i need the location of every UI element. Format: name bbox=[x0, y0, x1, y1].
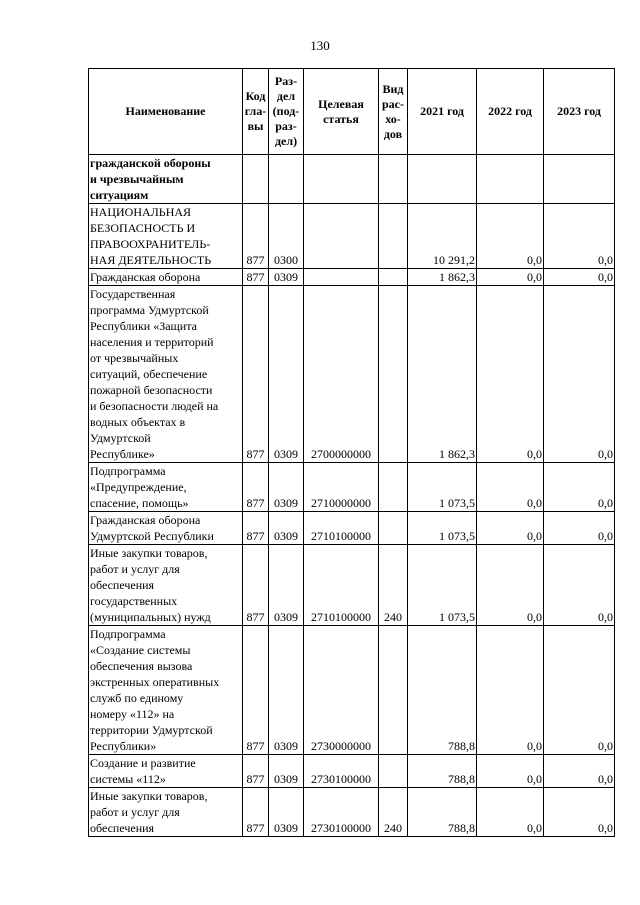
table-row bbox=[89, 788, 615, 837]
cell-expense-type bbox=[379, 269, 408, 286]
cell-expense-type: 240 bbox=[379, 545, 408, 626]
cell-2023: 0,0 bbox=[544, 512, 615, 545]
cell-section: 0309 bbox=[269, 788, 304, 837]
table-row bbox=[89, 269, 615, 286]
cell-chapter: 877 bbox=[243, 545, 269, 626]
cell-section: 0309 bbox=[269, 269, 304, 286]
cell-target: 2730100000 bbox=[304, 788, 379, 837]
cell-2021: 788,8 bbox=[408, 755, 477, 788]
header-2022: 2022 год bbox=[477, 69, 544, 155]
cell-2022: 0,0 bbox=[477, 626, 544, 755]
cell-section: 0309 bbox=[269, 626, 304, 755]
cell-2023: 0,0 bbox=[544, 269, 615, 286]
header-2023: 2023 год bbox=[544, 69, 615, 155]
cell-chapter: 877 bbox=[243, 788, 269, 837]
cell-chapter: 877 bbox=[243, 269, 269, 286]
page-number: 130 bbox=[310, 38, 330, 53]
cell-target bbox=[304, 155, 379, 204]
cell-2021 bbox=[408, 155, 477, 204]
cell-2023: 0,0 bbox=[544, 788, 615, 837]
cell-expense-type: 240 bbox=[379, 788, 408, 837]
cell-2023: 0,0 bbox=[544, 463, 615, 512]
cell-2022: 0,0 bbox=[477, 286, 544, 463]
cell-section: 0309 bbox=[269, 755, 304, 788]
cell-section: 0309 bbox=[269, 545, 304, 626]
cell-chapter: 877 bbox=[243, 463, 269, 512]
cell-2023 bbox=[544, 155, 615, 204]
cell-name: Иные закупки товаров, работ и услуг для обеспечения bbox=[89, 788, 243, 837]
cell-expense-type bbox=[379, 463, 408, 512]
cell-name: Подпрограмма «Предупреждение, спасение, помощь» bbox=[89, 463, 243, 512]
header-chapter: Код гла- вы bbox=[243, 69, 269, 155]
cell-2021: 788,8 bbox=[408, 788, 477, 837]
cell-section bbox=[269, 155, 304, 204]
cell-2021: 1 862,3 bbox=[408, 269, 477, 286]
cell-chapter bbox=[243, 155, 269, 204]
cell-expense-type bbox=[379, 155, 408, 204]
cell-target: 2730100000 bbox=[304, 755, 379, 788]
header-target: Целевая статья bbox=[304, 69, 379, 155]
table-row bbox=[89, 286, 615, 463]
cell-target bbox=[304, 204, 379, 269]
cell-2021: 1 073,5 bbox=[408, 512, 477, 545]
cell-2022: 0,0 bbox=[477, 512, 544, 545]
cell-name: Создание и развитие системы «112» bbox=[89, 755, 243, 788]
budget-table bbox=[88, 68, 615, 837]
table-row bbox=[89, 155, 615, 204]
cell-2023: 0,0 bbox=[544, 286, 615, 463]
cell-2022: 0,0 bbox=[477, 545, 544, 626]
table-row bbox=[89, 463, 615, 512]
header-expense-type: Вид рас- хо- дов bbox=[379, 69, 408, 155]
table-row bbox=[89, 755, 615, 788]
cell-2022: 0,0 bbox=[477, 269, 544, 286]
table-row bbox=[89, 512, 615, 545]
cell-name: Иные закупки товаров, работ и услуг для обеспечения государственных (муниципальных) нужд bbox=[89, 545, 243, 626]
cell-2021: 1 862,3 bbox=[408, 286, 477, 463]
cell-expense-type bbox=[379, 512, 408, 545]
cell-section: 0309 bbox=[269, 512, 304, 545]
cell-name: Гражданская оборона Удмуртской Республики bbox=[89, 512, 243, 545]
cell-2023: 0,0 bbox=[544, 626, 615, 755]
cell-section: 0300 bbox=[269, 204, 304, 269]
cell-2022: 0,0 bbox=[477, 788, 544, 837]
cell-target: 2700000000 bbox=[304, 286, 379, 463]
cell-name: гражданской обороны и чрезвычайным ситуациям bbox=[89, 155, 243, 204]
cell-section: 0309 bbox=[269, 463, 304, 512]
cell-2021: 10 291,2 bbox=[408, 204, 477, 269]
cell-target: 2710100000 bbox=[304, 545, 379, 626]
cell-chapter: 877 bbox=[243, 512, 269, 545]
cell-chapter: 877 bbox=[243, 626, 269, 755]
table-row bbox=[89, 545, 615, 626]
header-2021: 2021 год bbox=[408, 69, 477, 155]
cell-2022: 0,0 bbox=[477, 463, 544, 512]
cell-target bbox=[304, 269, 379, 286]
cell-target: 2710100000 bbox=[304, 512, 379, 545]
cell-chapter: 877 bbox=[243, 204, 269, 269]
table-row bbox=[89, 626, 615, 755]
cell-target: 2730000000 bbox=[304, 626, 379, 755]
cell-expense-type bbox=[379, 286, 408, 463]
table-row bbox=[89, 204, 615, 269]
header-row bbox=[89, 69, 615, 155]
cell-2023: 0,0 bbox=[544, 545, 615, 626]
cell-2021: 1 073,5 bbox=[408, 545, 477, 626]
cell-target: 2710000000 bbox=[304, 463, 379, 512]
cell-2023: 0,0 bbox=[544, 204, 615, 269]
cell-2022 bbox=[477, 155, 544, 204]
cell-name: Гражданская оборона bbox=[89, 269, 243, 286]
cell-2022: 0,0 bbox=[477, 755, 544, 788]
cell-2022: 0,0 bbox=[477, 204, 544, 269]
cell-section: 0309 bbox=[269, 286, 304, 463]
cell-chapter: 877 bbox=[243, 286, 269, 463]
header-section: Раз- дел (под- раз- дел) bbox=[269, 69, 304, 155]
cell-2021: 1 073,5 bbox=[408, 463, 477, 512]
cell-2021: 788,8 bbox=[408, 626, 477, 755]
cell-expense-type bbox=[379, 755, 408, 788]
cell-expense-type bbox=[379, 626, 408, 755]
cell-name: Подпрограмма «Создание системы обеспечения вызова экстренных оперативных служб по единому номеру «112» на территории Удмуртской Республики» bbox=[89, 626, 243, 755]
cell-expense-type bbox=[379, 204, 408, 269]
cell-name: НАЦИОНАЛЬНАЯ БЕЗОПАСНОСТЬ И ПРАВООХРАНИТЕЛЬ- НАЯ ДЕЯТЕЛЬНОСТЬ bbox=[89, 204, 243, 269]
cell-2023: 0,0 bbox=[544, 755, 615, 788]
cell-name: Государственная программа Удмуртской Республики «Защита населения и территорий от чрезвычайных ситуаций, обеспечение пожарной безопасности и безопасности людей на водных объектах в Удмуртской Республике» bbox=[89, 286, 243, 463]
cell-chapter: 877 bbox=[243, 755, 269, 788]
header-name: Наименование bbox=[89, 69, 243, 155]
